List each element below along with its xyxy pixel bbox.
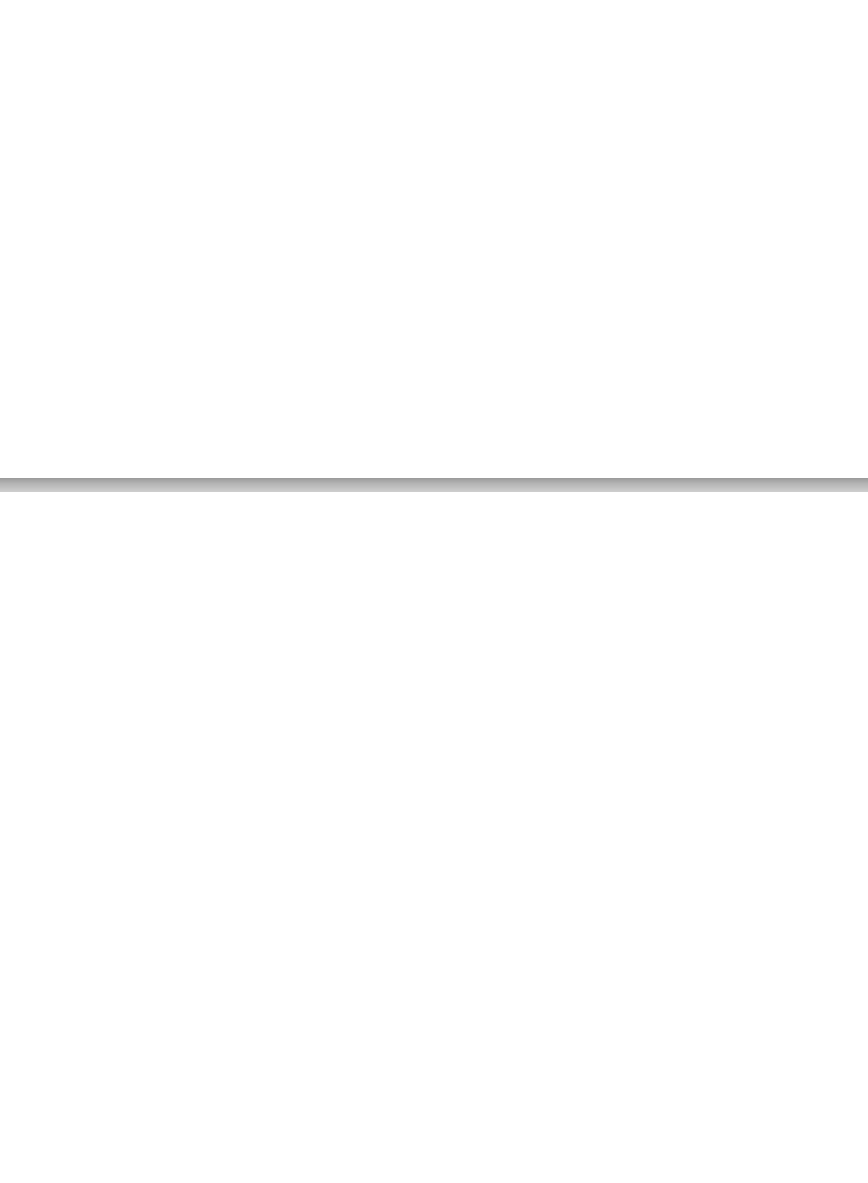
dictionary-page-bottom bbox=[0, 492, 868, 1183]
page-separator bbox=[0, 478, 868, 492]
dictionary-page-top bbox=[0, 0, 868, 478]
